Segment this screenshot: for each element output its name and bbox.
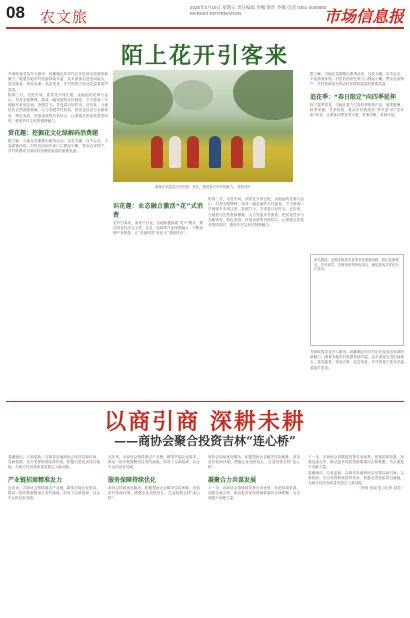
header-meta-line2: MARKET INFORMATION (190, 11, 242, 16)
story2-body-3: 商协会持续优化服务，积极帮助企业解决实际困难，营造良好营商环境，增强企业投资信心，打造投资吉林“连心桥”。 (108, 485, 200, 501)
story2-body-1: 春潮涌动，万象更新。吉林省各地商协会坚持以商引商、以商招商，充分发挥桥梁纽带作用，积极引进优质项目落地，为地方经济高质量发展注入新动能。 (8, 455, 100, 470)
story2-body-2: 近年来，各商协会围绕重点产业链，精准对接企业需求，推动一批补链强链项目签约落地，形成了以商招商、以企引企的良好局面。 (108, 455, 200, 470)
section-title: 农文旅 (40, 8, 89, 26)
story1-body-left: 阳春三月，走进乡间，油菜花开得正艳，金灿灿的花海与远山、村舍交相辉映，构成一幅美丽的乡村画卷。不少游客一早便驱车来到这里，拍照打卡，享受春日好时光。近年来，当地依托自然资源禀赋，大力发展乡村旅游，把赏花经济与农耕体验、特色美食、民俗表演等有机结合，让游客在欣赏美景的同时，感受乡村文化的独特魅力。 (8, 92, 108, 123)
story1-center-column-2 (208, 197, 304, 397)
story1-right-tail (310, 350, 404, 397)
story1-body-center: 花开引客来，客来兴百业。各地积极探索“花+”模式，推动赏花经济与文旅、农业、电商等产业深度融合，不断延伸产业链条，让“美丽风景”转化为“美丽经济”。 (113, 221, 203, 236)
story2-body-4c: 春潮涌动，万象更新。吉林省各地商协会坚持以商引商、以商招商，充分发挥桥梁纽带作用，积极引进优质项目落地，为地方经济高质量发展注入新动能。 (308, 470, 404, 486)
story2-body-1b: 近年来，各商协会围绕重点产业链，精准对接企业需求，推动一批补链强链项目签约落地，形成了以商招商、以企引企的良好局面。 (8, 485, 100, 501)
story2-col-3 (208, 455, 300, 615)
story1-subhead-1: 赏花趣：挖掘花文化绿解码消费题 (8, 130, 99, 138)
story1-photo (113, 70, 293, 182)
story1-right-column (310, 72, 404, 250)
story2-body-3b: 商协会持续优化服务，积极帮助企业解决实际困难，营造良好营商环境，增强企业投资信心，打造投资吉林“连心桥”。 (208, 455, 300, 470)
story2-col-4 (308, 455, 404, 615)
story2-body-4b: 下一步，各商协会将继续发挥自身优势，拓宽招商渠道，加强交流合作，推动更多优质资源要素向吉林集聚，为全面振兴贡献力量。 (308, 455, 404, 470)
story1-center-column (113, 197, 203, 397)
story1-body-right: 除了春季赏花，当地还着力打造四季旅游产品，夏季避暑、秋季采摘、冬季民俗，推动乡村旅游从“季节游”向“全年游”转变，让游客四季有景可看、有事可做、有味可品。 (310, 102, 404, 118)
story1-body-right-top: 据了解，当地在花期推出系列活动，以花为媒、以节会友，丰富游客体验。村民们纷纷在家门口摆起小摊，售卖农家特产，乡村旅游成为带动村民增收致富的重要渠道。 (310, 72, 404, 87)
story1-subhead-2: 识花趣：业态融合激活“花”式消费 (113, 203, 203, 219)
story2-headline: 以商引商 深耕未耕 (104, 410, 306, 435)
page-number: 08 (6, 3, 25, 22)
story2-subheadline: ——商协会聚合投资吉林“连心桥” (114, 434, 296, 448)
story1-lead: 芥黄映客菜花开入眼帘，姹紫嫣红的乡村正在绽放出旅游的新魅力。随着各地乡村旅游持续升温，众多游客走进田间地头，赏花踏青、体验农事、品尝美食，乡村的春天处处洋溢着欢声笑语。 (8, 72, 108, 92)
related-link-box: 相关链接：近期多地发布春季赏花旅游线路，推出花海观光、乡村研学、农事体验等特色项目，满足游客多样化出行需求。 (310, 254, 404, 346)
story1-subhead-3: 追花季：“春日限定”向四季延伸 (310, 93, 396, 101)
story2-col-2 (108, 455, 200, 615)
header-meta-line1: 2025年5月16日 星期五 责任编辑 李娜 制作 李娜 电话 0351-4046880 (190, 5, 327, 10)
photo-caption: 游客在油菜花田中拍照、赏花，感受春日乡村的魅力。 资料图片 (154, 185, 251, 189)
story2-subhead-b: 服务保障持续优化 (108, 476, 157, 484)
story1-body-center-2: 阳春三月，走进乡间，油菜花开得正艳，金灿灿的花海与远山、村舍交相辉映，构成一幅美丽的乡村画卷。不少游客一早便驱车来到这里，拍照打卡，享受春日好时光。近年来，当地依托自然资源禀赋，大力发展乡村旅游，把赏花经济与农耕体验、特色美食、民俗表演等有机结合，让游客在欣赏美景的同时，感受乡村文化的独特魅力。 (208, 197, 304, 228)
newspaper-brand: 市场信息报 (323, 7, 404, 26)
story1-headline: 陌上花开引客来 (120, 44, 289, 69)
page-header (0, 0, 410, 26)
story2-subhead-c: 凝聚合力共谋发展 (208, 476, 257, 484)
story2-subhead-a: 产业链招商精准发力 (8, 476, 63, 484)
story2-body-4: 下一步，各商协会将继续发挥自身优势，拓宽招商渠道，加强交流合作，推动更多优质资源要素向吉林集聚，为全面振兴贡献力量。 (208, 485, 300, 501)
story1-body-left2: 据了解，当地在花期推出系列活动，以花为媒、以节会友，丰富游客体验。村民们纷纷在家门口摆起小摊，售卖农家特产，乡村旅游成为带动村民增收致富的重要渠道。 (8, 139, 108, 154)
story2-col-1 (8, 455, 100, 615)
header-rule (6, 27, 404, 29)
story2-byline: （李明 张丽 见习记者 刘洋） (357, 486, 404, 491)
header-meta (190, 5, 326, 17)
story-divider (6, 401, 404, 402)
story1-left-column (8, 72, 108, 397)
story1-right-tail-text: 芥黄映客菜花开入眼帘，姹紫嫣红的乡村正在绽放出旅游的新魅力。随着各地乡村旅游持续升温，众多游客走进田间地头，赏花踏青、体验农事、品尝美食，乡村的春天处处洋溢着欢声笑语。 (310, 350, 404, 370)
